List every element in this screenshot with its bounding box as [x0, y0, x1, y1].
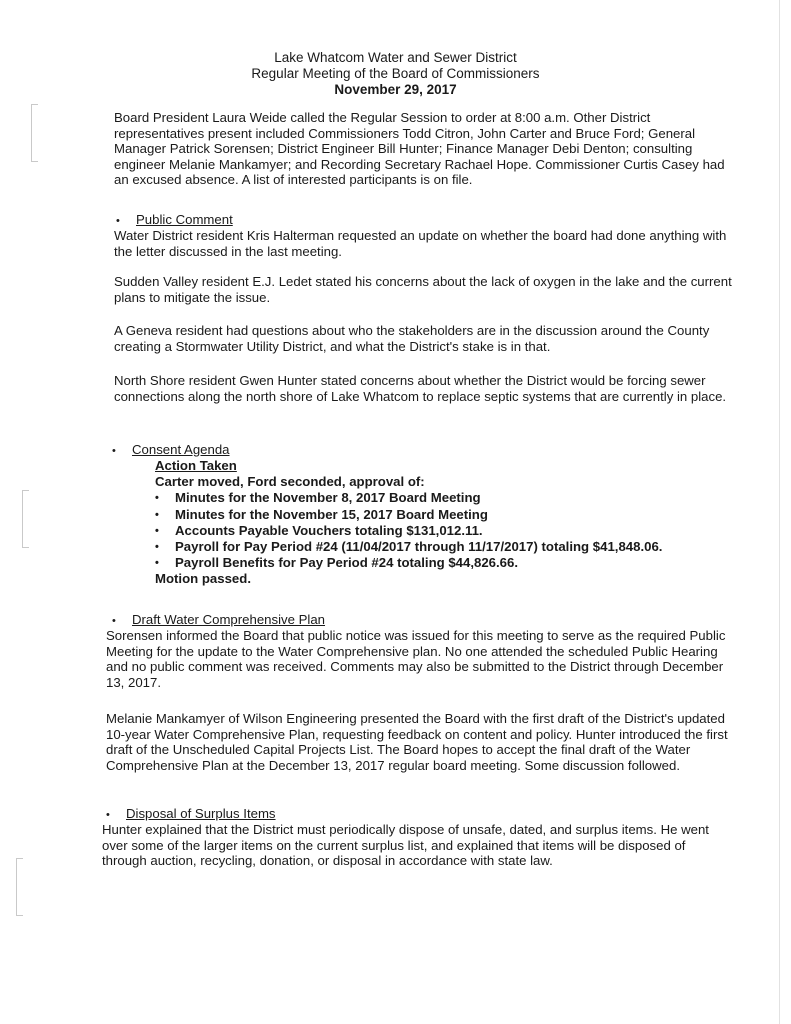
- bullet-icon: •: [106, 809, 110, 821]
- surplus-paragraph: Hunter explained that the District must periodically dispose of unsafe, dated, and surplus items. He went over some of the larger items on the current surplus list, and explained that items will be disposed of through auction, recycling, donation, or disposal in accordance with state law.: [102, 822, 709, 869]
- bullet-icon: •: [112, 615, 116, 627]
- document-header: [0, 50, 791, 98]
- bullet-icon: •: [116, 215, 120, 227]
- margin-binding-mark: [16, 858, 23, 916]
- draft-plan-paragraph: Sorensen informed the Board that public notice was issued for this meeting to serve as the required Public Meeting for the update to the Water Comprehensive plan. No one attended the scheduled Public Hearing and no public comment was received. Comments may also be submitted to the District through December 13, 2017.: [106, 628, 726, 690]
- section-title: Draft Water Comprehensive Plan: [132, 612, 326, 627]
- section-title: Public Comment: [136, 212, 233, 227]
- section-heading-consent-agenda: [112, 442, 230, 460]
- public-comment-paragraph: Sudden Valley resident E.J. Ledet stated his concerns about the lack of oxygen in the lake and the current plans to mitigate the issue.: [114, 274, 732, 305]
- list-item-text: Accounts Payable Vouchers totaling $131,012.11.: [175, 522, 483, 538]
- bullet-icon: •: [112, 445, 116, 457]
- list-item-text: Minutes for the November 15, 2017 Board Meeting: [175, 506, 488, 522]
- bullet-icon: •: [155, 508, 159, 521]
- section-title: Consent Agenda: [132, 442, 230, 457]
- motion-result: Motion passed.: [155, 571, 251, 587]
- list-item: [155, 555, 725, 571]
- meeting-date: November 29, 2017: [334, 82, 457, 97]
- motion-text: Carter moved, Ford seconded, approval of:: [155, 474, 425, 490]
- bullet-icon: •: [155, 541, 159, 554]
- bullet-icon: •: [155, 557, 159, 570]
- list-item: [155, 523, 725, 539]
- bullet-icon: •: [155, 524, 159, 537]
- list-item-text: Minutes for the November 8, 2017 Board Meeting: [175, 490, 481, 506]
- consent-items-list: [155, 490, 725, 571]
- intro-paragraph: Board President Laura Weide called the Regular Session to order at 8:00 a.m. Other District representatives present included Commissioners Todd Citron, John Carter and Bruce Ford; General Manager Patrick Sorensen; District Engineer Bill Hunter; Finance Manager Debi Denton; consulting engineer Melanie Mankamyer; and Recording Secretary Rachael Hope. Commissioner Curtis Casey had an excused absence. A list of interested participants is on file.: [114, 110, 725, 188]
- section-title: Disposal of Surplus Items: [126, 806, 276, 821]
- organization-name: Lake Whatcom Water and Sewer District: [274, 50, 517, 65]
- consent-agenda-block: [155, 458, 725, 588]
- list-item: [155, 490, 725, 506]
- public-comment-paragraph: A Geneva resident had questions about who the stakeholders are in the discussion around the County creating a Stormwater Utility District, and what the District's stake is in that.: [114, 323, 710, 354]
- list-item: [155, 539, 725, 555]
- meeting-title: Regular Meeting of the Board of Commissioners: [251, 66, 540, 81]
- section-heading-draft-plan: [112, 612, 325, 630]
- draft-plan-paragraph: Melanie Mankamyer of Wilson Engineering presented the Board with the first draft of the District's updated 10-year Water Comprehensive Plan, requesting feedback on content and policy. Hunter introduced the first draft of the Unscheduled Capital Projects List. The Board hopes to accept the final draft of the Water Comprehensive Plan at the December 13, 2017 regular board meeting. Some discussion followed.: [106, 711, 728, 773]
- margin-binding-mark: [22, 490, 29, 548]
- section-heading-surplus: [106, 806, 276, 824]
- public-comment-paragraph: Water District resident Kris Halterman requested an update on whether the board had done anything with the letter discussed in the last meeting.: [114, 228, 727, 259]
- bullet-icon: •: [155, 492, 159, 505]
- list-item: [155, 507, 725, 523]
- section-heading-public-comment: [116, 212, 233, 230]
- list-item-text: Payroll Benefits for Pay Period #24 totaling $44,826.66.: [175, 555, 519, 571]
- list-item-text: Payroll for Pay Period #24 (11/04/2017 through 11/17/2017) totaling $41,848.06.: [175, 539, 663, 555]
- action-taken-label: Action Taken: [155, 458, 237, 473]
- margin-binding-mark: [31, 104, 38, 162]
- page-edge: [779, 0, 780, 1024]
- public-comment-paragraph: North Shore resident Gwen Hunter stated concerns about whether the District would be forcing sewer connections along the north shore of Lake Whatcom to replace septic systems that are currently in place.: [114, 373, 727, 404]
